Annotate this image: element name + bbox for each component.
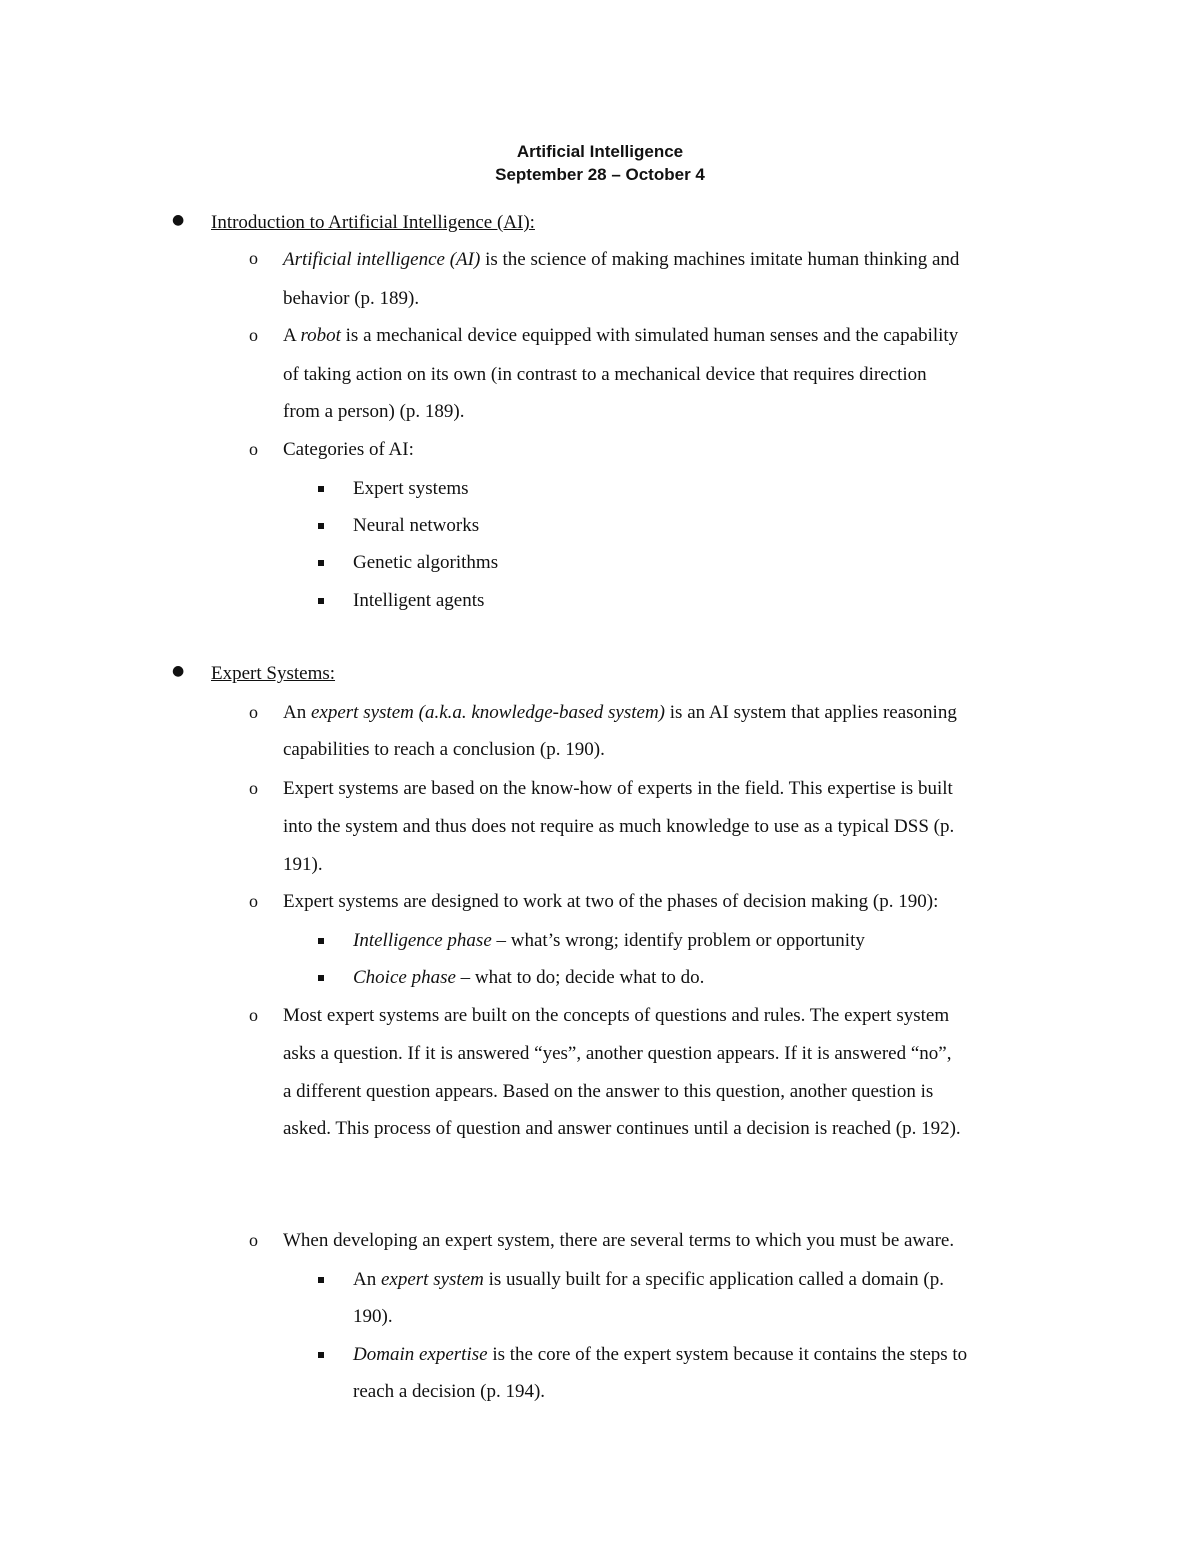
list-item-line: 191). (283, 854, 323, 875)
list-item-line: behavior (p. 189). (283, 288, 420, 309)
list-item-line: asked. This process of question and answer continues until a decision is reached (p. 192). (283, 1118, 961, 1139)
list-item-line (283, 325, 958, 347)
bullet-level2: o (249, 1230, 258, 1250)
text-span: – what’s wrong; identify problem or opportunity (491, 930, 865, 951)
term: Artificial intelligence (AI) (283, 249, 481, 270)
bullet-level2: o (249, 778, 258, 798)
bullet-level3 (318, 560, 324, 566)
list-item-line (283, 702, 957, 724)
category-item: Intelligent agents (353, 590, 485, 611)
term-item (353, 1269, 944, 1291)
term: Domain expertise (353, 1344, 488, 1365)
text-span: An (353, 1269, 381, 1290)
section-heading-intro: Introduction to Artificial Intelligence (AI): (211, 212, 535, 233)
bullet-level3 (318, 523, 324, 529)
bullet-level1: ● (172, 212, 185, 228)
list-item-line: When developing an expert system, there are several terms to which you must be aware. (283, 1230, 955, 1251)
list-item-line: from a person) (p. 189). (283, 401, 465, 422)
list-item-line: Categories of AI: (283, 439, 414, 460)
bullet-level2: o (249, 702, 258, 722)
bullet-level3 (318, 598, 324, 604)
bullet-level2: o (249, 248, 258, 268)
text-span: A (283, 325, 301, 346)
term: expert system (380, 1269, 484, 1290)
bullet-level2: o (249, 891, 258, 911)
text-span: An (283, 702, 311, 723)
text-span: is the science of making machines imitate human thinking and (480, 249, 960, 270)
term-item (353, 1344, 967, 1366)
bullet-level1: ● (172, 663, 185, 679)
text-span: is a mechanical device equipped with simulated human senses and the capability (340, 325, 959, 346)
text-span: – what to do; decide what to do. (455, 967, 705, 988)
list-item-line: capabilities to reach a conclusion (p. 190). (283, 739, 605, 760)
bullet-level2: o (249, 439, 258, 459)
list-item-line: into the system and thus does not require as much knowledge to use as a typical DSS (p. (283, 816, 955, 837)
document-subtitle: September 28 – October 4 (495, 165, 705, 184)
section-heading-expert-systems: Expert Systems: (211, 663, 336, 684)
bullet-level3 (318, 486, 324, 492)
bullet-level3 (318, 975, 324, 981)
list-item-line: Expert systems are based on the know-how of experts in the field. This expertise is built (283, 778, 953, 799)
text-span: is an AI system that applies reasoning (665, 702, 957, 723)
bullet-level3 (318, 938, 324, 944)
bullet-level2: o (249, 1005, 258, 1025)
list-item-line: a different question appears. Based on the answer to this question, another question is (283, 1081, 934, 1102)
bullet-level3 (318, 1352, 324, 1358)
term: Intelligence phase (353, 930, 492, 951)
list-item-line: asks a question. If it is answered “yes”, another question appears. If it is answered “no”, (283, 1043, 952, 1064)
bullet-level3 (318, 1277, 324, 1283)
phase-item (353, 930, 865, 952)
category-item: Genetic algorithms (353, 552, 499, 573)
list-item-line: of taking action on its own (in contrast to a mechanical device that requires direction (283, 364, 927, 385)
phase-item (353, 967, 704, 989)
text-span: is the core of the expert system because it contains the steps to (487, 1344, 968, 1365)
term: expert system (a.k.a. knowledge-based system) (310, 702, 666, 723)
category-item: Neural networks (353, 515, 480, 536)
term-item-line: 190). (353, 1306, 393, 1327)
term-item-line: reach a decision (p. 194). (353, 1381, 546, 1402)
list-item-line: Expert systems are designed to work at two of the phases of decision making (p. 190): (283, 891, 939, 912)
category-item: Expert systems (353, 478, 469, 499)
document-title: Artificial Intelligence (516, 142, 684, 161)
term: Choice phase (353, 967, 456, 988)
term: robot (300, 325, 341, 346)
text-span: is usually built for a specific application called a domain (p. (483, 1269, 944, 1290)
list-item-line (283, 249, 959, 271)
bullet-level2: o (249, 325, 258, 345)
list-item-line: Most expert systems are built on the concepts of questions and rules. The expert system (283, 1005, 950, 1026)
